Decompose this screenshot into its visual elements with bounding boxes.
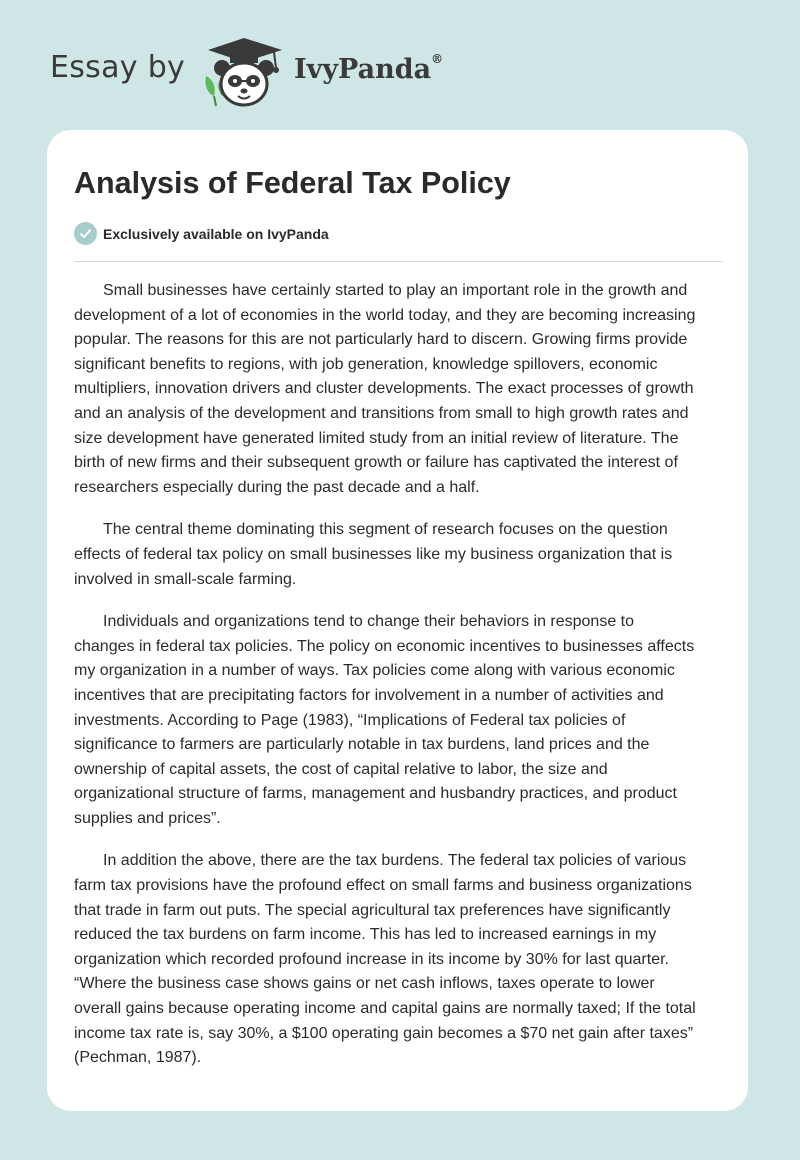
essay-by-label: Essay by [50,50,186,85]
paragraph: In addition the above, there are the tax burdens. The federal tax policies of various farm tax provisions have the profound effect on small farms and business organizations that trade in farm out puts. The special agricultural tax preferences have significantly reduced the tax burdens on farm income. This has led to increased earnings in my organization which recorded profound increase in its income by 30% for last quarter. “Where the business case shows gains or net cash inflows, taxes operate to lower overall gains because operating income and capital gains are normally taxed; If the total income tax rate is, say 30%, a $100 operating gain becomes a $70 net gain after taxes” (Pechman, 1987). [74,852,696,1067]
paragraph: Small businesses have certainly started to play an important role in the growth and development of a lot of economies in the world today, and they are becoming increasing popular. The reasons for this are not particularly hard to discern. Growing firms provide significant benefits to regions, with job generation, knowledge spillovers, economic multipliers, innovation drivers and cluster developments. The exact processes of growth and an analysis of the development and transitions from small to high growth rates and size development have generated limited study from an initial review of literature. The birth of new firms and their subsequent growth or failure has captivated the interest of researchers especially during the past decade and a half. [74,282,696,496]
site-header [0,0,800,130]
page-title: Analysis of Federal Tax Policy [74,166,511,200]
exclusive-badge [74,222,329,245]
registered-mark: ® [431,52,444,66]
brand-name[interactable] [294,54,443,85]
check-circle-icon [74,222,97,245]
brand-text: IvyPanda [294,54,432,85]
paragraph: The central theme dominating this segment of research focuses on the question effects of federal tax policy on small businesses like my business organization that is involved in small-scale farming. [74,521,673,588]
badge-label: Exclusively available on IvyPanda [103,225,329,242]
paragraph: Individuals and organizations tend to change their behaviors in response to changes in federal tax policies. The policy on economic incentives to businesses affects my organization in a number of ways. Tax policies come along with various economic incentives that are precipitating factors for involvement in a number of activities and investments. According to Page (1983), “Implications of Federal tax policies of significance to farmers are particularly notable in tax burdens, land prices and the ownership of capital assets, the cost of capital relative to labor, the size and organizational structure of farms, management and husbandry practices, and product supplies and prices”. [74,613,695,827]
essay-card [47,130,748,1111]
essay-body [74,279,730,1089]
divider [74,261,723,262]
panda-graduate-icon[interactable] [198,34,290,110]
